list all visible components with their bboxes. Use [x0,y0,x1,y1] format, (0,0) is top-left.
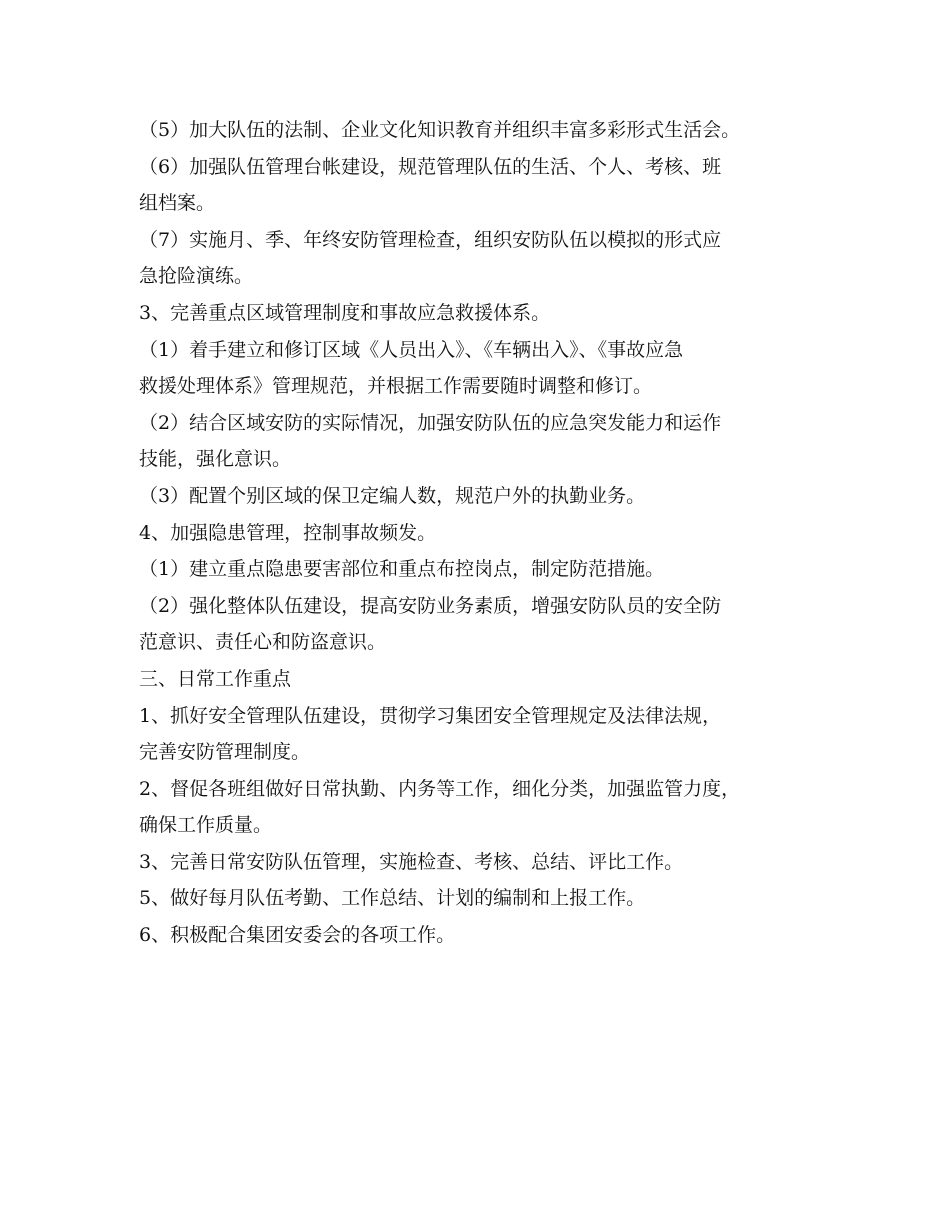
text-line: 2、督促各班组做好日常执勤、内务等工作，细化分类，加强监管力度， [139,777,741,800]
text-line: 3、完善日常安防队伍管理，实施检查、考核、总结、评比工作。 [139,850,684,873]
text-line: 完善安防管理制度。 [139,741,311,764]
text-line: 6、积极配合集团安委会的各项工作。 [139,924,456,947]
text-line: （2）结合区域安防的实际情况，加强安防队伍的应急突发能力和运作 [139,411,722,434]
text-line: （5）加大队伍的法制、企业文化知识教育并组织丰富多彩形式生活会。 [139,119,741,141]
text-line: （6）加强队伍管理台帐建设，规范管理队伍的生活、个人、考核、班 [139,155,722,178]
text-line: （3）配置个别区域的保卫定编人数，规范户外的执勤业务。 [139,484,646,507]
text-line: 1、抓好安全管理队伍建设，贯彻学习集团安全管理规定及法律法规， [139,704,722,727]
text-line: 组档案。 [139,192,216,215]
text-line: （2）强化整体队伍建设，提高安防业务素质，增强安防队员的安全防 [139,594,722,617]
text-line: （7）实施月、季、年终安防管理检查，组织安防队伍以模拟的形式应 [139,228,722,251]
text-line: （1）建立重点隐患要害部位和重点布控岗点，制定防范措施。 [139,558,665,581]
text-line: （1）着手建立和修订区域《人员出入》、《车辆出入》、《事故应急 [139,338,684,361]
text-line: 技能，强化意识。 [139,448,292,471]
text-line: 确保工作质量。 [139,814,273,837]
text-line: 急抢险演练。 [139,265,254,288]
document-body [139,112,829,954]
chapter-heading: 三、日常工作重点 [139,667,292,690]
section-heading: 4、加强隐患管理，控制事故频发。 [139,521,437,544]
text-line: 救援处理体系》管理规范，并根据工作需要随时调整和修订。 [139,375,653,398]
text-line: 5、做好每月队伍考勤、工作总结、计划的编制和上报工作。 [139,887,646,910]
section-heading: 3、完善重点区域管理制度和事故应急救援体系。 [139,301,551,324]
text-line: 范意识、责任心和防盗意识。 [139,631,387,654]
